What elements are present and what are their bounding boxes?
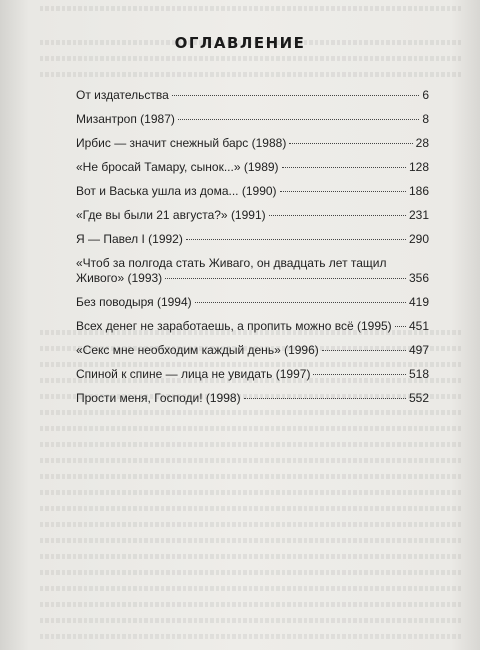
- toc-entry-title: Спиной к спине — лица не увидать (1997): [76, 367, 311, 381]
- toc-entry-page: 128: [408, 160, 429, 174]
- toc-entry-page: 518: [408, 367, 429, 381]
- toc-entry: [76, 367, 429, 382]
- toc-entry-page: 552: [408, 391, 429, 405]
- dot-leader: [244, 398, 406, 399]
- dot-leader: [178, 119, 419, 120]
- toc-entry-title: Ирбис — значит снежный барс (1988): [76, 136, 287, 150]
- toc-entry-title: Прости меня, Господи! (1998): [76, 391, 241, 405]
- toc-entry-page: 290: [408, 232, 429, 246]
- toc-entry-title: «Не бросай Тамару, сынок...» (1989): [76, 160, 279, 174]
- toc-entry-title: Я — Павел I (1992): [76, 232, 183, 246]
- toc-entry-page: 6: [422, 88, 429, 102]
- dot-leader: [395, 326, 406, 327]
- toc-entry: [76, 295, 429, 310]
- toc-entry: [76, 160, 429, 175]
- toc-entry-title: «Где вы были 21 августа?» (1991): [76, 208, 266, 222]
- toc-entry: [76, 184, 429, 199]
- toc-entry: [76, 391, 429, 406]
- toc-entry-title: Мизантроп (1987): [76, 112, 175, 126]
- dot-leader: [280, 191, 406, 192]
- toc-entry: [76, 256, 429, 286]
- toc-entry: [76, 88, 429, 103]
- page-title: ОГЛАВЛЕНИЕ: [174, 34, 306, 52]
- toc-entry-title: Без поводыря (1994): [76, 295, 192, 309]
- toc-entry-title: «Секс мне необходим каждый день» (1996): [76, 343, 319, 357]
- toc-entry-title: Вот и Васька ушла из дома... (1990): [76, 184, 277, 198]
- toc-entry-title: От издательства: [76, 88, 169, 102]
- dot-leader: [269, 215, 406, 216]
- toc-entry-page: 497: [408, 343, 429, 357]
- toc-entry: [76, 232, 429, 247]
- dot-leader: [172, 95, 419, 96]
- toc-entry-page: 356: [408, 271, 429, 285]
- toc-entry: [76, 343, 429, 358]
- toc-entry-page: 28: [415, 136, 429, 150]
- toc-entry-page: 231: [408, 208, 429, 222]
- toc-entry: [76, 112, 429, 127]
- dot-leader: [289, 143, 412, 144]
- toc-entry-page: 8: [422, 112, 429, 126]
- toc-entry: [76, 319, 429, 334]
- dot-leader: [186, 239, 406, 240]
- toc-entry: [76, 208, 429, 223]
- dot-leader: [313, 374, 406, 375]
- toc-entry-title-line2: Живого» (1993): [76, 271, 163, 285]
- table-of-contents: [76, 88, 429, 415]
- toc-entry-title: Всех денег не заработаешь, а пропить можно всё (1995): [76, 319, 392, 333]
- dot-leader: [322, 350, 406, 351]
- dot-leader: [165, 278, 406, 279]
- toc-entry-title-line1: «Чтоб за полгода стать Живаго, он двадцать лет тащил: [76, 256, 387, 270]
- dot-leader: [195, 302, 406, 303]
- toc-entry-page: 186: [408, 184, 429, 198]
- dot-leader: [282, 167, 406, 168]
- toc-entry-page: 451: [408, 319, 429, 333]
- toc-entry-page: 419: [408, 295, 429, 309]
- toc-entry: [76, 136, 429, 151]
